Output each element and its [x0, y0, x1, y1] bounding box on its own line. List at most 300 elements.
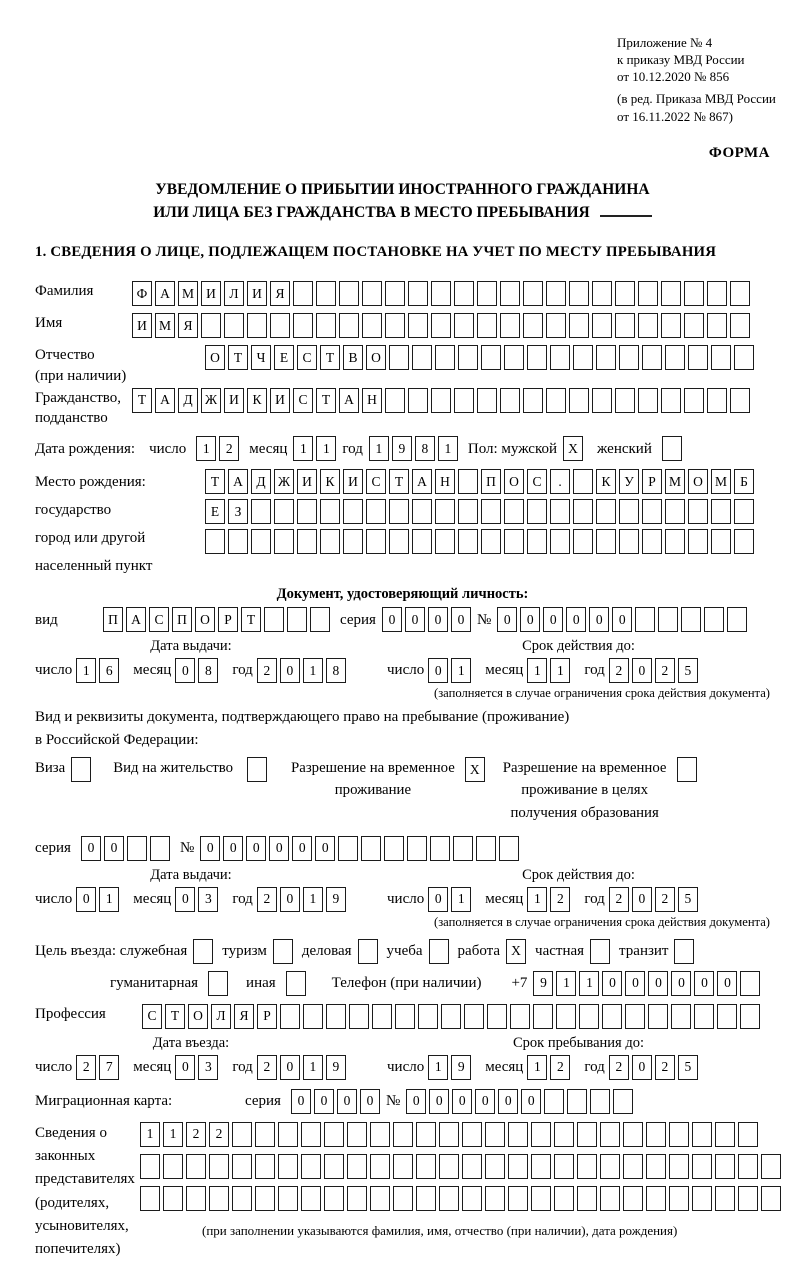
- char-cell[interactable]: Р: [642, 469, 662, 494]
- char-cell[interactable]: [458, 499, 478, 524]
- edu-residence-checkbox[interactable]: [677, 757, 697, 782]
- char-cell[interactable]: В: [343, 345, 363, 370]
- char-cell[interactable]: [453, 836, 473, 861]
- char-cell[interactable]: [338, 836, 358, 861]
- char-cell[interactable]: [412, 499, 432, 524]
- char-cell[interactable]: Б: [734, 469, 754, 494]
- char-cell[interactable]: [711, 345, 731, 370]
- char-cell[interactable]: И: [224, 388, 244, 413]
- char-cell[interactable]: [546, 388, 566, 413]
- char-cell[interactable]: Ж: [274, 469, 294, 494]
- char-cell[interactable]: Я: [178, 313, 198, 338]
- char-cell[interactable]: 0: [200, 836, 220, 861]
- char-cell[interactable]: [533, 1004, 553, 1029]
- char-cell[interactable]: [366, 499, 386, 524]
- char-cell[interactable]: 2: [609, 658, 629, 683]
- char-cell[interactable]: [615, 281, 635, 306]
- char-cell[interactable]: [407, 836, 427, 861]
- char-cell[interactable]: [477, 281, 497, 306]
- char-cell[interactable]: [596, 529, 616, 554]
- char-cell[interactable]: 0: [246, 836, 266, 861]
- char-cell[interactable]: [569, 313, 589, 338]
- char-cell[interactable]: [485, 1154, 505, 1179]
- char-cell[interactable]: [324, 1186, 344, 1211]
- char-cell[interactable]: 2: [257, 887, 277, 912]
- char-cell[interactable]: [487, 1004, 507, 1029]
- char-cell[interactable]: 0: [429, 1089, 449, 1114]
- char-cell[interactable]: [343, 499, 363, 524]
- char-cell[interactable]: [412, 529, 432, 554]
- char-cell[interactable]: [385, 313, 405, 338]
- residence-permit-checkbox[interactable]: [247, 757, 267, 782]
- char-cell[interactable]: Л: [224, 281, 244, 306]
- char-cell[interactable]: [278, 1154, 298, 1179]
- char-cell[interactable]: 5: [678, 1055, 698, 1080]
- char-cell[interactable]: 3: [198, 1055, 218, 1080]
- char-cell[interactable]: [740, 971, 760, 996]
- char-cell[interactable]: 2: [209, 1122, 229, 1147]
- char-cell[interactable]: [370, 1186, 390, 1211]
- char-cell[interactable]: 1: [293, 436, 313, 461]
- char-cell[interactable]: [642, 499, 662, 524]
- char-cell[interactable]: [527, 529, 547, 554]
- char-cell[interactable]: [431, 281, 451, 306]
- char-cell[interactable]: 2: [609, 887, 629, 912]
- char-cell[interactable]: 2: [655, 887, 675, 912]
- char-cell[interactable]: [711, 499, 731, 524]
- char-cell[interactable]: [734, 529, 754, 554]
- char-cell[interactable]: [264, 607, 284, 632]
- char-cell[interactable]: [485, 1122, 505, 1147]
- char-cell[interactable]: [527, 499, 547, 524]
- char-cell[interactable]: 0: [717, 971, 737, 996]
- char-cell[interactable]: 8: [415, 436, 435, 461]
- char-cell[interactable]: П: [481, 469, 501, 494]
- gender-male-checkbox[interactable]: X: [563, 436, 583, 461]
- char-cell[interactable]: [707, 281, 727, 306]
- char-cell[interactable]: 0: [280, 1055, 300, 1080]
- char-cell[interactable]: [550, 499, 570, 524]
- char-cell[interactable]: [761, 1186, 781, 1211]
- char-cell[interactable]: [646, 1122, 666, 1147]
- char-cell[interactable]: [669, 1122, 689, 1147]
- char-cell[interactable]: [385, 281, 405, 306]
- char-cell[interactable]: Т: [132, 388, 152, 413]
- char-cell[interactable]: [454, 281, 474, 306]
- char-cell[interactable]: [303, 1004, 323, 1029]
- char-cell[interactable]: Е: [205, 499, 225, 524]
- char-cell[interactable]: [707, 313, 727, 338]
- char-cell[interactable]: Т: [205, 469, 225, 494]
- char-cell[interactable]: [730, 388, 750, 413]
- char-cell[interactable]: [504, 529, 524, 554]
- char-cell[interactable]: И: [270, 388, 290, 413]
- char-cell[interactable]: [684, 313, 704, 338]
- char-cell[interactable]: [255, 1154, 275, 1179]
- char-cell[interactable]: 0: [602, 971, 622, 996]
- char-cell[interactable]: А: [126, 607, 146, 632]
- char-cell[interactable]: [393, 1122, 413, 1147]
- char-cell[interactable]: А: [228, 469, 248, 494]
- purpose-private-checkbox[interactable]: [590, 939, 610, 964]
- char-cell[interactable]: 0: [382, 607, 402, 632]
- char-cell[interactable]: [523, 281, 543, 306]
- char-cell[interactable]: [416, 1122, 436, 1147]
- char-cell[interactable]: [408, 388, 428, 413]
- char-cell[interactable]: М: [155, 313, 175, 338]
- char-cell[interactable]: [669, 1154, 689, 1179]
- char-cell[interactable]: 5: [678, 887, 698, 912]
- char-cell[interactable]: [186, 1186, 206, 1211]
- char-cell[interactable]: [623, 1154, 643, 1179]
- char-cell[interactable]: [389, 529, 409, 554]
- char-cell[interactable]: 2: [219, 436, 239, 461]
- char-cell[interactable]: [255, 1122, 275, 1147]
- char-cell[interactable]: О: [688, 469, 708, 494]
- char-cell[interactable]: Т: [241, 607, 261, 632]
- char-cell[interactable]: 0: [671, 971, 691, 996]
- char-cell[interactable]: С: [142, 1004, 162, 1029]
- char-cell[interactable]: [186, 1154, 206, 1179]
- char-cell[interactable]: Р: [218, 607, 238, 632]
- char-cell[interactable]: [393, 1186, 413, 1211]
- char-cell[interactable]: [339, 313, 359, 338]
- char-cell[interactable]: [481, 529, 501, 554]
- char-cell[interactable]: К: [247, 388, 267, 413]
- purpose-work-checkbox[interactable]: X: [506, 939, 526, 964]
- char-cell[interactable]: [435, 529, 455, 554]
- char-cell[interactable]: И: [343, 469, 363, 494]
- char-cell[interactable]: [646, 1186, 666, 1211]
- char-cell[interactable]: Д: [251, 469, 271, 494]
- char-cell[interactable]: 1: [76, 658, 96, 683]
- char-cell[interactable]: [412, 345, 432, 370]
- char-cell[interactable]: 9: [326, 1055, 346, 1080]
- char-cell[interactable]: [274, 529, 294, 554]
- char-cell[interactable]: [711, 529, 731, 554]
- char-cell[interactable]: Я: [234, 1004, 254, 1029]
- char-cell[interactable]: 1: [303, 887, 323, 912]
- char-cell[interactable]: М: [178, 281, 198, 306]
- char-cell[interactable]: [408, 281, 428, 306]
- char-cell[interactable]: [573, 469, 593, 494]
- char-cell[interactable]: И: [297, 469, 317, 494]
- char-cell[interactable]: [523, 313, 543, 338]
- char-cell[interactable]: 0: [175, 1055, 195, 1080]
- char-cell[interactable]: 0: [280, 658, 300, 683]
- purpose-official-checkbox[interactable]: [193, 939, 213, 964]
- char-cell[interactable]: [324, 1122, 344, 1147]
- char-cell[interactable]: [458, 469, 478, 494]
- char-cell[interactable]: И: [247, 281, 267, 306]
- char-cell[interactable]: [592, 281, 612, 306]
- char-cell[interactable]: [740, 1004, 760, 1029]
- char-cell[interactable]: [280, 1004, 300, 1029]
- char-cell[interactable]: 1: [196, 436, 216, 461]
- char-cell[interactable]: [717, 1004, 737, 1029]
- char-cell[interactable]: 1: [303, 658, 323, 683]
- char-cell[interactable]: [477, 313, 497, 338]
- char-cell[interactable]: А: [155, 388, 175, 413]
- char-cell[interactable]: 0: [269, 836, 289, 861]
- char-cell[interactable]: К: [596, 469, 616, 494]
- char-cell[interactable]: 1: [303, 1055, 323, 1080]
- char-cell[interactable]: [738, 1186, 758, 1211]
- char-cell[interactable]: 1: [163, 1122, 183, 1147]
- char-cell[interactable]: [577, 1186, 597, 1211]
- char-cell[interactable]: [270, 313, 290, 338]
- char-cell[interactable]: 2: [257, 1055, 277, 1080]
- char-cell[interactable]: Т: [389, 469, 409, 494]
- char-cell[interactable]: [531, 1122, 551, 1147]
- char-cell[interactable]: 1: [451, 887, 471, 912]
- char-cell[interactable]: А: [339, 388, 359, 413]
- char-cell[interactable]: [625, 1004, 645, 1029]
- char-cell[interactable]: 1: [579, 971, 599, 996]
- char-cell[interactable]: Ф: [132, 281, 152, 306]
- char-cell[interactable]: [715, 1186, 735, 1211]
- char-cell[interactable]: [615, 388, 635, 413]
- char-cell[interactable]: 0: [625, 971, 645, 996]
- char-cell[interactable]: [602, 1004, 622, 1029]
- char-cell[interactable]: И: [132, 313, 152, 338]
- char-cell[interactable]: [569, 281, 589, 306]
- char-cell[interactable]: 0: [428, 658, 448, 683]
- char-cell[interactable]: О: [504, 469, 524, 494]
- char-cell[interactable]: [613, 1089, 633, 1114]
- char-cell[interactable]: 0: [566, 607, 586, 632]
- char-cell[interactable]: [372, 1004, 392, 1029]
- char-cell[interactable]: О: [205, 345, 225, 370]
- char-cell[interactable]: [500, 313, 520, 338]
- char-cell[interactable]: [247, 313, 267, 338]
- char-cell[interactable]: [163, 1186, 183, 1211]
- char-cell[interactable]: 0: [632, 1055, 652, 1080]
- char-cell[interactable]: [454, 388, 474, 413]
- char-cell[interactable]: 1: [438, 436, 458, 461]
- char-cell[interactable]: И: [201, 281, 221, 306]
- char-cell[interactable]: [301, 1186, 321, 1211]
- char-cell[interactable]: [458, 529, 478, 554]
- char-cell[interactable]: М: [711, 469, 731, 494]
- char-cell[interactable]: [278, 1186, 298, 1211]
- char-cell[interactable]: [349, 1004, 369, 1029]
- char-cell[interactable]: 1: [140, 1122, 160, 1147]
- char-cell[interactable]: [569, 388, 589, 413]
- char-cell[interactable]: 9: [533, 971, 553, 996]
- char-cell[interactable]: 1: [451, 658, 471, 683]
- char-cell[interactable]: [546, 281, 566, 306]
- char-cell[interactable]: [638, 388, 658, 413]
- char-cell[interactable]: 0: [81, 836, 101, 861]
- char-cell[interactable]: З: [228, 499, 248, 524]
- char-cell[interactable]: [510, 1004, 530, 1029]
- char-cell[interactable]: 0: [405, 607, 425, 632]
- visa-checkbox[interactable]: [71, 757, 91, 782]
- char-cell[interactable]: 0: [694, 971, 714, 996]
- char-cell[interactable]: [316, 281, 336, 306]
- char-cell[interactable]: [439, 1186, 459, 1211]
- char-cell[interactable]: 0: [451, 607, 471, 632]
- char-cell[interactable]: [251, 499, 271, 524]
- char-cell[interactable]: [727, 607, 747, 632]
- char-cell[interactable]: С: [297, 345, 317, 370]
- char-cell[interactable]: 0: [521, 1089, 541, 1114]
- char-cell[interactable]: [320, 529, 340, 554]
- char-cell[interactable]: [623, 1186, 643, 1211]
- char-cell[interactable]: [715, 1154, 735, 1179]
- char-cell[interactable]: 2: [257, 658, 277, 683]
- char-cell[interactable]: [326, 1004, 346, 1029]
- char-cell[interactable]: [209, 1154, 229, 1179]
- char-cell[interactable]: [224, 313, 244, 338]
- char-cell[interactable]: 2: [76, 1055, 96, 1080]
- char-cell[interactable]: У: [619, 469, 639, 494]
- char-cell[interactable]: 2: [550, 1055, 570, 1080]
- char-cell[interactable]: 0: [360, 1089, 380, 1114]
- char-cell[interactable]: [435, 499, 455, 524]
- char-cell[interactable]: [527, 345, 547, 370]
- char-cell[interactable]: [477, 388, 497, 413]
- char-cell[interactable]: [738, 1154, 758, 1179]
- char-cell[interactable]: [431, 388, 451, 413]
- char-cell[interactable]: [393, 1154, 413, 1179]
- char-cell[interactable]: [205, 529, 225, 554]
- char-cell[interactable]: [366, 529, 386, 554]
- char-cell[interactable]: [140, 1154, 160, 1179]
- char-cell[interactable]: [600, 1122, 620, 1147]
- char-cell[interactable]: [416, 1186, 436, 1211]
- char-cell[interactable]: 0: [314, 1089, 334, 1114]
- char-cell[interactable]: [232, 1122, 252, 1147]
- purpose-transit-checkbox[interactable]: [674, 939, 694, 964]
- char-cell[interactable]: Л: [211, 1004, 231, 1029]
- char-cell[interactable]: [232, 1186, 252, 1211]
- char-cell[interactable]: Т: [165, 1004, 185, 1029]
- char-cell[interactable]: [293, 281, 313, 306]
- char-cell[interactable]: [550, 529, 570, 554]
- char-cell[interactable]: С: [149, 607, 169, 632]
- char-cell[interactable]: [684, 388, 704, 413]
- char-cell[interactable]: 0: [452, 1089, 472, 1114]
- char-cell[interactable]: [692, 1154, 712, 1179]
- char-cell[interactable]: [665, 345, 685, 370]
- char-cell[interactable]: [485, 1186, 505, 1211]
- char-cell[interactable]: [523, 388, 543, 413]
- char-cell[interactable]: [301, 1122, 321, 1147]
- char-cell[interactable]: 1: [369, 436, 389, 461]
- char-cell[interactable]: Е: [274, 345, 294, 370]
- char-cell[interactable]: Д: [178, 388, 198, 413]
- char-cell[interactable]: 0: [632, 887, 652, 912]
- char-cell[interactable]: 0: [292, 836, 312, 861]
- char-cell[interactable]: 9: [326, 887, 346, 912]
- char-cell[interactable]: .: [550, 469, 570, 494]
- char-cell[interactable]: [362, 313, 382, 338]
- char-cell[interactable]: О: [195, 607, 215, 632]
- char-cell[interactable]: [418, 1004, 438, 1029]
- char-cell[interactable]: 5: [678, 658, 698, 683]
- char-cell[interactable]: [439, 1122, 459, 1147]
- gender-female-checkbox[interactable]: [662, 436, 682, 461]
- char-cell[interactable]: [462, 1154, 482, 1179]
- char-cell[interactable]: [544, 1089, 564, 1114]
- char-cell[interactable]: [592, 388, 612, 413]
- char-cell[interactable]: [665, 529, 685, 554]
- char-cell[interactable]: [297, 499, 317, 524]
- char-cell[interactable]: [458, 345, 478, 370]
- char-cell[interactable]: [347, 1186, 367, 1211]
- char-cell[interactable]: [384, 836, 404, 861]
- char-cell[interactable]: [347, 1154, 367, 1179]
- char-cell[interactable]: 1: [550, 658, 570, 683]
- char-cell[interactable]: 0: [291, 1089, 311, 1114]
- char-cell[interactable]: [646, 1154, 666, 1179]
- char-cell[interactable]: [573, 345, 593, 370]
- char-cell[interactable]: [590, 1089, 610, 1114]
- char-cell[interactable]: [692, 1122, 712, 1147]
- char-cell[interactable]: [339, 281, 359, 306]
- char-cell[interactable]: [704, 607, 724, 632]
- char-cell[interactable]: [481, 499, 501, 524]
- char-cell[interactable]: [508, 1186, 528, 1211]
- char-cell[interactable]: [441, 1004, 461, 1029]
- char-cell[interactable]: [278, 1122, 298, 1147]
- char-cell[interactable]: [508, 1154, 528, 1179]
- char-cell[interactable]: [638, 281, 658, 306]
- char-cell[interactable]: [573, 529, 593, 554]
- char-cell[interactable]: [508, 1122, 528, 1147]
- char-cell[interactable]: [635, 607, 655, 632]
- char-cell[interactable]: [228, 529, 248, 554]
- char-cell[interactable]: [554, 1186, 574, 1211]
- char-cell[interactable]: 0: [76, 887, 96, 912]
- char-cell[interactable]: 6: [99, 658, 119, 683]
- char-cell[interactable]: [573, 499, 593, 524]
- char-cell[interactable]: [734, 345, 754, 370]
- char-cell[interactable]: 1: [527, 1055, 547, 1080]
- char-cell[interactable]: [761, 1154, 781, 1179]
- char-cell[interactable]: [600, 1154, 620, 1179]
- char-cell[interactable]: [531, 1186, 551, 1211]
- char-cell[interactable]: [661, 388, 681, 413]
- char-cell[interactable]: [232, 1154, 252, 1179]
- char-cell[interactable]: А: [155, 281, 175, 306]
- char-cell[interactable]: [707, 388, 727, 413]
- char-cell[interactable]: [738, 1122, 758, 1147]
- purpose-business-checkbox[interactable]: [358, 939, 378, 964]
- char-cell[interactable]: [347, 1122, 367, 1147]
- char-cell[interactable]: П: [172, 607, 192, 632]
- char-cell[interactable]: 1: [99, 887, 119, 912]
- char-cell[interactable]: [688, 345, 708, 370]
- char-cell[interactable]: 2: [655, 658, 675, 683]
- char-cell[interactable]: [661, 281, 681, 306]
- char-cell[interactable]: 0: [175, 658, 195, 683]
- char-cell[interactable]: [274, 499, 294, 524]
- char-cell[interactable]: [255, 1186, 275, 1211]
- char-cell[interactable]: 0: [280, 887, 300, 912]
- char-cell[interactable]: К: [320, 469, 340, 494]
- char-cell[interactable]: [370, 1122, 390, 1147]
- char-cell[interactable]: [661, 313, 681, 338]
- char-cell[interactable]: 0: [632, 658, 652, 683]
- char-cell[interactable]: 8: [198, 658, 218, 683]
- char-cell[interactable]: С: [366, 469, 386, 494]
- char-cell[interactable]: Н: [362, 388, 382, 413]
- char-cell[interactable]: [504, 345, 524, 370]
- char-cell[interactable]: [127, 836, 147, 861]
